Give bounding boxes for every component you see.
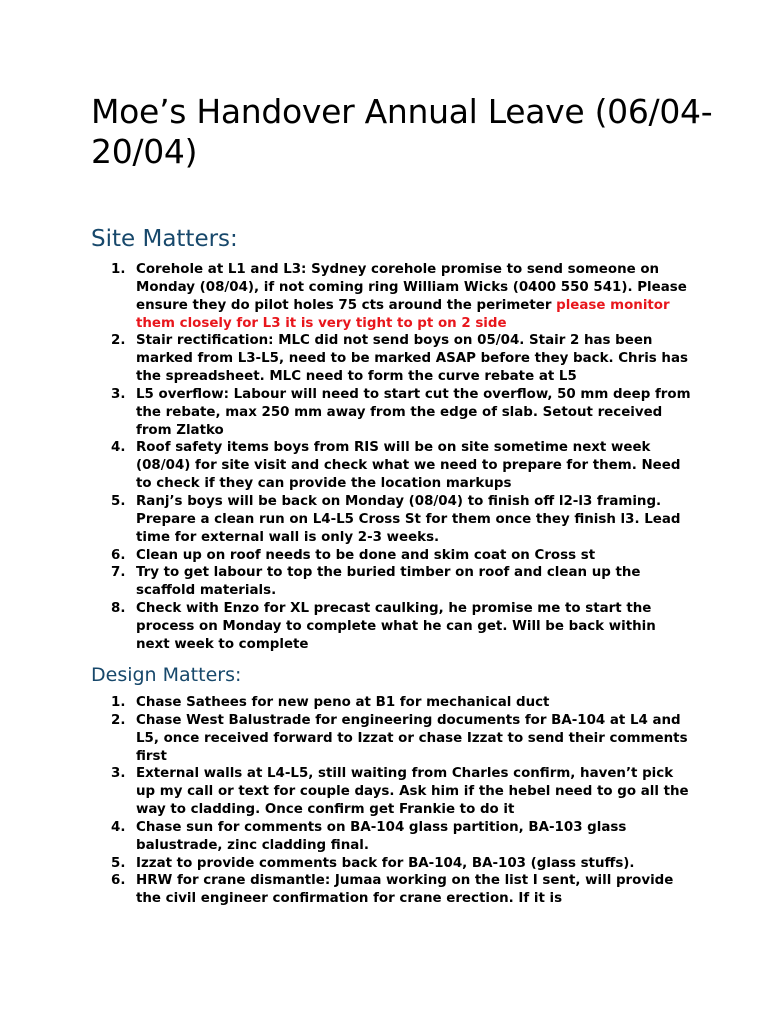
list-item-number: 6.: [111, 547, 126, 563]
list-item-text: Chase Sathees for new peno at B1 for mechanical duct: [136, 695, 550, 710]
list-item: [91, 493, 691, 547]
document-title: Moe’s Handover Annual Leave (06/04-20/04): [91, 92, 713, 171]
list-item: [91, 855, 691, 873]
list-item-text: Roof safety items boys from RIS will be on site sometime next week (08/04) for site visit and check what we need to prepare for them. Need to check if they can provide the location markups: [136, 440, 681, 492]
list-item-text: Corehole at L1 and L3: Sydney corehole promise to send someone on Monday (08/04), if not coming ring William Wicks (0400 550 541). Please ensure they do pilot holes 75 cts around the perimeter: [136, 262, 687, 313]
list-item: [91, 765, 691, 819]
list-item-text: Stair rectification: MLC did not send boys on 05/04. Stair 2 has been marked from L3-L5, need to be marked ASAP before they back. Chris has the spreadsheet. MLC need to form the curve rebate at L5: [136, 333, 688, 385]
list-item-text: Ranj’s boys will be back on Monday (08/04) to finish off l2-l3 framing. Prepare a clean run on L4-L5 Cross St for them once they finish l3. Lead time for external wall is only 2-3 weeks.: [136, 493, 681, 545]
list-item: [91, 872, 691, 908]
list-item: [91, 564, 691, 600]
list-item-text: Izzat to provide comments back for BA-104, BA-103 (glass stuffs).: [136, 855, 635, 871]
list-item-number: 8.: [111, 601, 126, 617]
list-item-text: HRW for crane dismantle: Jumaa working on the list I sent, will provide the civil engineer confirmation for crane erection. If it is: [136, 873, 674, 907]
list-item-text: Clean up on roof needs to be done and skim coat on Cross st: [136, 547, 596, 563]
list-item-number: 2.: [111, 712, 126, 728]
list-item: [91, 600, 691, 654]
list-item-number: 5.: [111, 855, 126, 871]
list-item: [91, 712, 691, 766]
list-item-text: Chase sun for comments on BA-104 glass partition, BA-103 glass balustrade, zinc cladding final.: [136, 819, 627, 853]
site-matters-heading: Site Matters:: [91, 226, 238, 252]
design-matters-heading: Design Matters:: [91, 664, 242, 686]
list-item: [91, 694, 691, 712]
design-matters-list: [91, 694, 691, 908]
list-item-number: 3.: [111, 766, 126, 782]
list-item-highlight: please monitor them closely for L3 it is very tight to pt on 2 side: [136, 297, 670, 331]
list-item-number: 4.: [111, 440, 126, 456]
list-item: [91, 332, 691, 386]
list-item: [91, 261, 691, 332]
list-item-number: 5.: [111, 493, 126, 509]
list-item-text: Check with Enzo for XL precast caulking, he promise me to start the process on Monday to complete what he can get. Will be back within next week to complete: [136, 601, 656, 652]
list-item: [91, 547, 691, 565]
list-item: [91, 439, 691, 493]
list-item-number: 3.: [111, 386, 126, 402]
list-item-number: 2.: [111, 333, 126, 349]
list-item-text: L5 overflow: Labour will need to start cut the overflow, 50 mm deep from the rebate, max 250 mm away from the edge of slab. Setout received from Zlatko: [136, 386, 691, 438]
list-item: [91, 386, 691, 440]
list-item-number: 4.: [111, 819, 126, 835]
list-item-text: Chase West Balustrade for engineering documents for BA-104 at L4 and L5, once received forward to Izzat or chase Izzat to send their comments first: [136, 712, 688, 764]
list-item-number: 1.: [111, 695, 126, 710]
list-item-number: 7.: [111, 565, 126, 581]
list-item-number: 1.: [111, 262, 126, 277]
list-item-number: 6.: [111, 873, 126, 889]
list-item: [91, 819, 691, 855]
list-item-text: Try to get labour to top the buried timber on roof and clean up the scaffold materials.: [136, 565, 641, 599]
list-item-text: External walls at L4-L5, still waiting from Charles confirm, haven’t pick up my call or text for couple days. Ask him if the hebel need to go all the way to cladding. Once confirm get Frankie to do it: [136, 766, 689, 818]
site-matters-list: [91, 261, 691, 654]
